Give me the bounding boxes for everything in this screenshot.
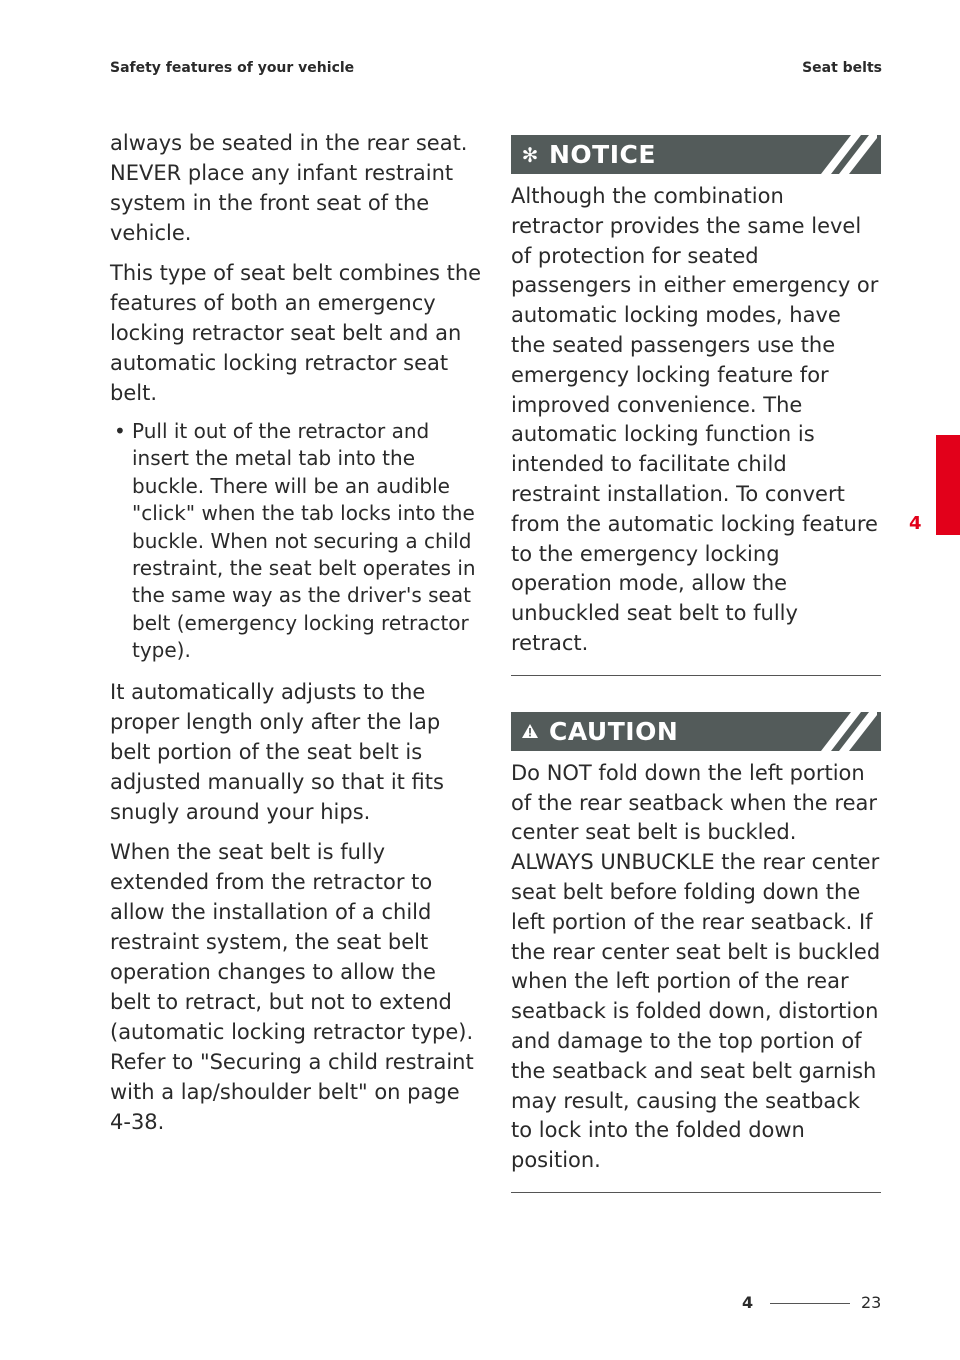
notice-text: Although the combination retractor provides the same level of protection for seated passengers in either emergency or automatic locking modes, have the seated passengers use the emergency locking feature for improved convenience. The automatic locking function is intended to facilitate child restraint installation. To convert from the automatic locking feature to the emergency locking operation mode, allow the unbuckled seat belt to fully retract. <box>511 184 879 655</box>
paragraph-fully-extended: When the seat belt is fully extended from the retractor to allow the installation of a child restraint system, the seat belt operation changes to allow the belt to retract, but not to extend (automatic locking retractor type). Refer to "Securing a child restraint with a lap/shoulder belt" on page 4-38. <box>110 839 474 1134</box>
caution-box <box>511 712 881 1193</box>
running-header-topic: Seat belts <box>802 60 882 76</box>
chapter-tab-number: 4 <box>909 513 922 534</box>
page-number: 23 <box>861 1293 882 1312</box>
banner-stripes-icon <box>817 712 877 751</box>
chapter-tab <box>936 435 960 535</box>
running-header-section: Safety features of your vehicle <box>110 60 355 76</box>
caution-banner <box>511 712 881 751</box>
notice-box <box>511 135 881 676</box>
paragraph-auto-adjust: It automatically adjusts to the proper length only after the lap belt portion of the seat belt is adjusted manually so that it fits snugly around your hips. <box>110 679 444 824</box>
bullet-text: Pull it out of the retractor and insert the metal tab into the buckle. There will be an audible "click" when the tab locks into the buckle. When not securing a child restraint, the seat belt operates in the same way as the driver's seat belt (emergency locking retractor type). <box>132 419 476 663</box>
warning-triangle-icon <box>511 723 549 739</box>
caution-text: Do NOT fold down the left portion of the rear seatback when the rear center seat belt is buckled. ALWAYS UNBUCKLE the rear center seat belt before folding down the left portion of the rear seatback. If the rear center seat belt is buckled when the left portion of the rear seatback is folded down, distortion and damage to the top portion of the seatback and seat belt garnish may result, causing the seatback to lock into the folded down position. <box>511 760 881 1173</box>
caution-divider <box>511 1192 881 1193</box>
bullet-item <box>110 418 482 665</box>
notice-banner <box>511 135 881 174</box>
notice-divider <box>511 675 881 676</box>
bullet-dot: • <box>114 419 126 443</box>
caution-title: CAUTION <box>549 716 679 746</box>
notice-title: NOTICE <box>549 140 656 169</box>
footer-chapter: 4 <box>742 1293 754 1312</box>
footer-divider <box>770 1303 850 1304</box>
notice-asterisk-icon: ✻ <box>521 142 539 167</box>
left-column <box>110 128 482 1147</box>
banner-stripes-icon <box>817 135 877 174</box>
paragraph-rear-seat: always be seated in the rear seat. NEVER place any infant restraint system in the front seat of the vehicle. <box>110 131 468 245</box>
paragraph-belt-type: This type of seat belt combines the features of both an emergency locking retractor seat belt and an automatic locking retractor seat belt. <box>110 261 482 405</box>
right-column <box>511 135 881 1193</box>
